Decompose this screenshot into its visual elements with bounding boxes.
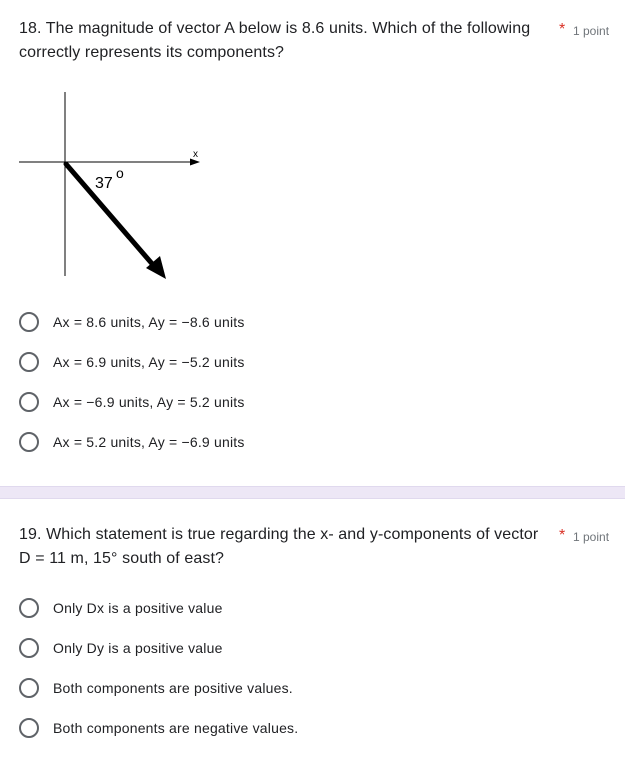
option-label: Both components are positive values. bbox=[53, 680, 293, 696]
question-card-19 bbox=[0, 499, 625, 772]
radio-button[interactable] bbox=[19, 352, 39, 372]
required-asterisk: * bbox=[559, 527, 566, 544]
option-label: Both components are negative values. bbox=[53, 720, 299, 736]
option-label: Ax = 6.9 units, Ay = −5.2 units bbox=[53, 354, 245, 370]
degree-symbol: o bbox=[116, 165, 124, 181]
radio-button[interactable] bbox=[19, 432, 39, 452]
radio-button[interactable] bbox=[19, 678, 39, 698]
radio-button[interactable] bbox=[19, 312, 39, 332]
vector-diagram bbox=[0, 82, 220, 292]
answer-option-1[interactable] bbox=[19, 596, 223, 620]
points-label: 1 point bbox=[573, 24, 610, 38]
question-title: 18. The magnitude of vector A below is 8.6 units. Which of the following correctly represents its components? bbox=[19, 20, 531, 61]
required-asterisk: * bbox=[559, 21, 566, 38]
option-label: Ax = −6.9 units, Ay = 5.2 units bbox=[53, 394, 245, 410]
points-label: 1 point bbox=[573, 530, 610, 544]
answer-option-2[interactable] bbox=[19, 636, 223, 660]
section-divider bbox=[0, 486, 625, 499]
x-axis-label: x bbox=[193, 149, 198, 160]
radio-button[interactable] bbox=[19, 392, 39, 412]
option-label: Ax = 8.6 units, Ay = −8.6 units bbox=[53, 314, 245, 330]
option-label: Ax = 5.2 units, Ay = −6.9 units bbox=[53, 434, 245, 450]
answer-option-1[interactable] bbox=[19, 310, 245, 334]
answer-option-2[interactable] bbox=[19, 350, 245, 374]
answer-option-3[interactable] bbox=[19, 390, 245, 414]
answer-option-4[interactable] bbox=[19, 430, 245, 454]
option-label: Only Dy is a positive value bbox=[53, 640, 223, 656]
radio-button[interactable] bbox=[19, 598, 39, 618]
radio-button[interactable] bbox=[19, 718, 39, 738]
option-label: Only Dx is a positive value bbox=[53, 600, 223, 616]
answer-option-3[interactable] bbox=[19, 676, 293, 700]
angle-label: 37 bbox=[95, 175, 113, 192]
radio-button[interactable] bbox=[19, 638, 39, 658]
question-title: 19. Which statement is true regarding the x- and y-components of vector D = 11 m, 15° south of east? bbox=[19, 526, 539, 567]
answer-option-4[interactable] bbox=[19, 716, 298, 740]
